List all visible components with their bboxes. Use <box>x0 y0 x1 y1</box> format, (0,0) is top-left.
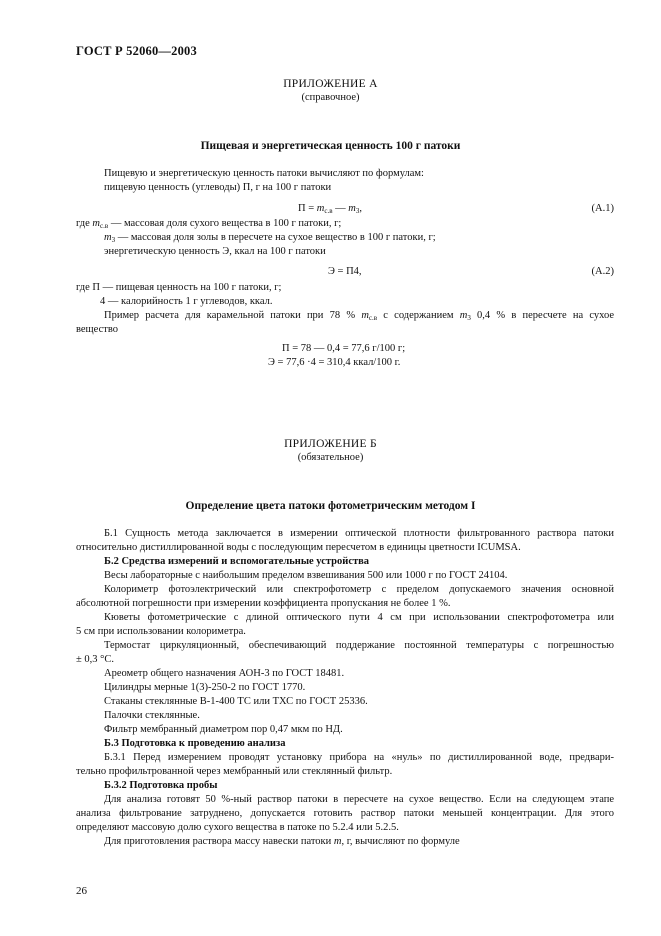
text-line: Термостат циркуляционный, обеспечивающий поддержание постоянной температуры с погрешностью <box>104 640 614 651</box>
where-line-1: где $m_{с.в}$ — массовая доля сухого вещества в 100 г патоки, г; <box>76 218 342 230</box>
text-line: Колориметр фотоэлектрический или спектрофотометр с пределом допускаемого значения основной <box>104 584 614 595</box>
page-number: 26 <box>76 885 87 897</box>
text-line: энергетическую ценность Э, ккал на 100 г патоки <box>104 246 326 257</box>
text-line: Фильтр мембранный диаметром пор 0,47 мкм по НД. <box>104 724 343 735</box>
formula-a2-number: (А.2) <box>591 266 614 277</box>
appendix-a-title: ПРИЛОЖЕНИЕ А <box>283 78 378 90</box>
text-line: тельно профильтрованной через мембранный или стеклянный фильтр. <box>76 766 393 777</box>
section-heading-b2: Б.2 Средства измерений и вспомогательные устройства <box>104 556 370 567</box>
text-line: относительно дистиллированной воды с последующим пересчетом в единицы цветности ICUMSA. <box>76 542 521 553</box>
formula-a1: $П = m_{с.в}$ — $m_3$, <box>298 203 362 215</box>
text-line: анализа фильтрование затруднено, допускается готовить раствор патоки меньшей концентрации. Для этого <box>76 808 614 819</box>
example-line-2: вещество <box>76 324 118 335</box>
text-line: Б.1 Сущность метода заключается в измерении оптической плотности фильтрованного раствора патоки <box>104 528 614 539</box>
appendix-b-title: ПРИЛОЖЕНИЕ Б <box>284 438 377 450</box>
text-line: 5 см при использовании колориметра. <box>76 626 246 637</box>
formula-a2: Э = П4, <box>328 266 362 277</box>
text-line: Весы лабораторные с наибольшим пределом взвешивания 500 или 1000 г по ГОСТ 24104. <box>104 570 508 581</box>
text-line: Стаканы стеклянные В-1-400 ТС или ТХС по ГОСТ 25336. <box>104 696 368 707</box>
text-line: Кюветы фотометрические с длиной оптического пути 4 см при использовании спектрофотометра или <box>104 612 614 623</box>
text-line: Цилиндры мерные 1(3)-250-2 по ГОСТ 1770. <box>104 682 306 693</box>
text-line: абсолютной погрешности при измерении коэффициента пропускания не более 1 %. <box>76 598 451 609</box>
text-line: Ареометр общего назначения АОН-3 по ГОСТ 18481. <box>104 668 345 679</box>
text-line-formula-intro: Для приготовления раствора массу навески патоки m, г, вычисляют по формуле <box>104 836 460 847</box>
appendix-a-subtitle: (справочное) <box>301 92 360 103</box>
section-heading-b3: Б.3 Подготовка к проведению анализа <box>104 738 286 749</box>
text-line: Б.3.1 Перед измерением проводят установку прибора на «нуль» по дистиллированной воде, предвари- <box>104 752 614 763</box>
text-line: пищевую ценность (углеводы) П, г на 100 г патоки <box>104 182 332 193</box>
document-code: ГОСТ Р 52060—2003 <box>76 44 197 58</box>
appendix-b-subtitle: (обязательное) <box>297 452 364 463</box>
formula-a1-number: (А.1) <box>591 203 614 214</box>
appendix-b-heading: Определение цвета патоки фотометрическим методом I <box>185 500 476 512</box>
text-line: Пищевую и энергетическую ценность патоки вычисляют по формулам: <box>104 168 424 179</box>
text-line: Палочки стеклянные. <box>104 710 200 721</box>
calc-line-1: П = 78 — 0,4 = 77,6 г/100 г; <box>282 343 406 354</box>
where-line-3: где П — пищевая ценность на 100 г патоки, г; <box>76 282 282 293</box>
text-line: определяют массовую долю сухого вещества в патоке по 5.2.4 или 5.2.5. <box>76 822 399 833</box>
where-line-4: 4 — калорийность 1 г углеводов, ккал. <box>100 296 273 307</box>
example-line-1: Пример расчета для карамельной патоки при 78 % $m_{с.в}$ с содержанием $m_3$ 0,4 % в пересчете на сухое <box>104 310 614 322</box>
calc-line-2: Э = 77,6 ·4 = 310,4 ккал/100 г. <box>268 357 401 368</box>
text-line: ± 0,3 °С. <box>76 654 114 665</box>
section-heading-b32: Б.3.2 Подготовка пробы <box>104 780 218 791</box>
text-line: Для анализа готовят 50 %-ный раствор патоки в пересчете на сухое вещество. Если на следующем этапе <box>104 794 614 805</box>
appendix-a-heading: Пищевая и энергетическая ценность 100 г патоки <box>200 140 461 152</box>
where-line-2: $m_3$ — массовая доля золы в пересчете на сухое вещество в 100 г патоки, г; <box>104 232 436 244</box>
